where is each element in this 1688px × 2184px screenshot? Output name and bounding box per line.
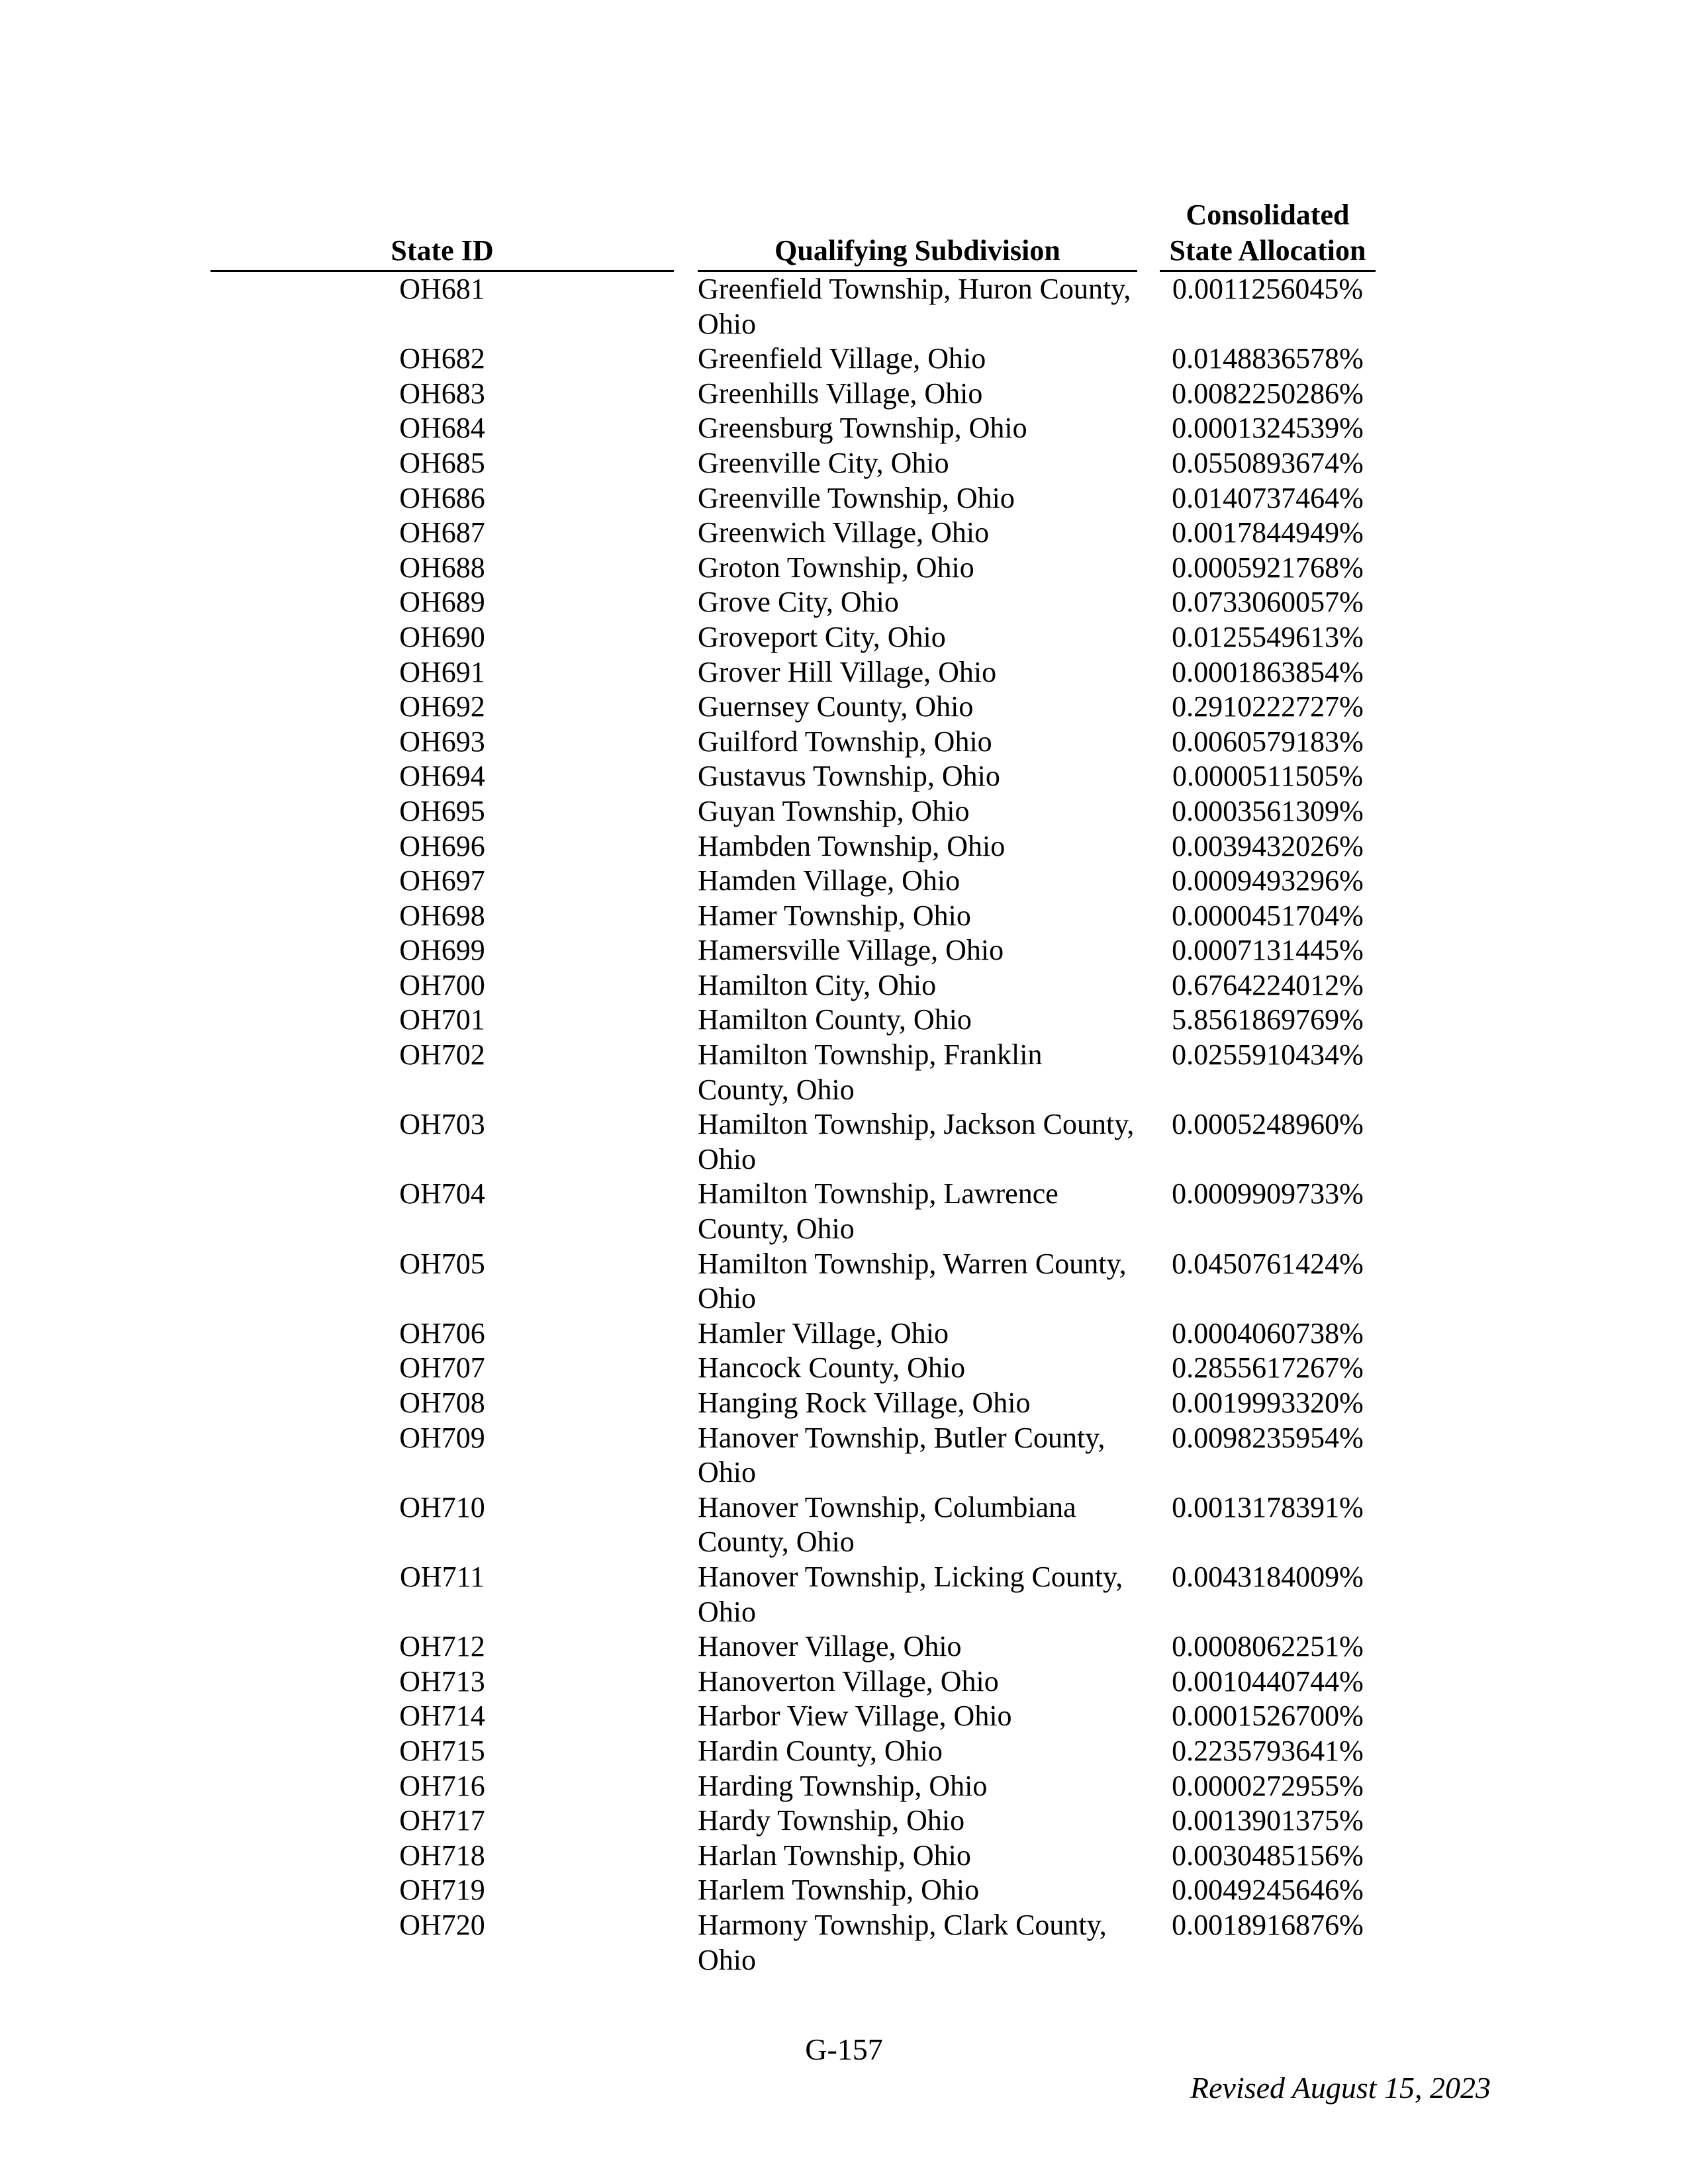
- subdivision-cell: Greenville City, Ohio: [698, 446, 949, 479]
- table-row: [211, 933, 1376, 968]
- revision-date: Revised August 15, 2023: [1190, 2071, 1491, 2105]
- header-spacer: [674, 197, 698, 271]
- state-id-cell: OH710: [399, 1490, 485, 1524]
- table-row: [211, 1351, 1376, 1386]
- subdivision-cell: Greenville Township, Ohio: [698, 481, 1015, 514]
- allocation-cell: 0.0009493296%: [1172, 864, 1364, 897]
- table-row: [211, 759, 1376, 794]
- spacer-cell: [674, 1386, 698, 1421]
- spacer-cell: [1137, 968, 1160, 1003]
- spacer-cell: [674, 1003, 698, 1038]
- table-row: [211, 1629, 1376, 1664]
- spacer-cell: [1137, 899, 1160, 934]
- spacer-cell: [1137, 585, 1160, 620]
- header-spacer: [1137, 197, 1160, 271]
- state-id-cell: OH687: [399, 516, 485, 549]
- allocation-cell: 0.0733060057%: [1172, 586, 1364, 619]
- allocation-cell: 0.0017844949%: [1172, 516, 1364, 549]
- state-id-cell: OH714: [399, 1700, 485, 1733]
- table-row: [211, 1560, 1376, 1629]
- allocation-cell: 0.0140737464%: [1172, 481, 1364, 514]
- spacer-cell: [674, 829, 698, 864]
- state-id-cell: OH711: [400, 1560, 485, 1593]
- spacer-cell: [1137, 864, 1160, 899]
- spacer-cell: [674, 516, 698, 551]
- allocation-cell: 0.0004060738%: [1172, 1316, 1364, 1349]
- spacer-cell: [1137, 271, 1160, 342]
- allocation-cell: 0.0098235954%: [1172, 1421, 1364, 1454]
- spacer-cell: [674, 1664, 698, 1700]
- spacer-cell: [674, 1560, 698, 1629]
- spacer-cell: [674, 864, 698, 899]
- spacer-cell: [1137, 1107, 1160, 1177]
- subdivision-cell: Gustavus Township, Ohio: [698, 760, 1000, 793]
- allocation-cell: 0.0011256045%: [1172, 273, 1364, 305]
- allocation-cell: 0.2855617267%: [1172, 1351, 1364, 1385]
- table-row: [211, 481, 1376, 516]
- state-id-cell: OH706: [399, 1316, 485, 1349]
- spacer-cell: [1137, 1351, 1160, 1386]
- state-id-cell: OH696: [399, 829, 485, 862]
- spacer-cell: [1137, 933, 1160, 968]
- state-id-cell: OH684: [399, 412, 485, 445]
- allocation-cell: 0.0019993320%: [1172, 1387, 1364, 1419]
- table-row: [211, 271, 1376, 342]
- state-id-cell: OH689: [399, 586, 485, 619]
- subdivision-cell: Hamden Village, Ohio: [698, 864, 961, 897]
- subdivision-cell: Hamer Township, Ohio: [698, 899, 971, 932]
- subdivision-cell: Hanging Rock Village, Ohio: [698, 1387, 1031, 1419]
- spacer-cell: [1137, 1003, 1160, 1038]
- table-row: [211, 551, 1376, 586]
- allocation-cell: 0.0082250286%: [1172, 377, 1364, 410]
- spacer-cell: [674, 1839, 698, 1874]
- table-row: [211, 1664, 1376, 1700]
- spacer-cell: [1137, 341, 1160, 377]
- state-id-cell: OH693: [399, 725, 485, 758]
- allocation-cell: 0.0000272955%: [1172, 1769, 1364, 1802]
- spacer-cell: [674, 690, 698, 725]
- subdivision-cell: Grove City, Ohio: [698, 586, 899, 619]
- state-id-cell: OH716: [399, 1769, 485, 1802]
- state-id-cell: OH708: [399, 1387, 485, 1419]
- state-id-cell: OH703: [399, 1108, 485, 1141]
- spacer-cell: [1137, 1839, 1160, 1874]
- state-id-cell: OH705: [399, 1247, 485, 1280]
- subdivision-cell: Harlem Township, Ohio: [698, 1874, 980, 1907]
- spacer-cell: [1137, 481, 1160, 516]
- spacer-cell: [674, 794, 698, 829]
- table-row: [211, 1803, 1376, 1839]
- subdivision-cell: Hardin County, Ohio: [698, 1734, 943, 1767]
- allocation-cell: 0.0550893674%: [1172, 446, 1364, 479]
- table-row: [211, 1699, 1376, 1734]
- spacer-cell: [1137, 794, 1160, 829]
- state-id-cell: OH695: [399, 794, 485, 827]
- spacer-cell: [1137, 1734, 1160, 1769]
- allocation-cell: 0.0008062251%: [1172, 1630, 1364, 1663]
- allocation-cell: 0.0007131445%: [1172, 934, 1364, 967]
- table-row: [211, 516, 1376, 551]
- allocation-cell: 0.0013178391%: [1172, 1490, 1364, 1524]
- allocation-cell: 0.2910222727%: [1172, 690, 1364, 723]
- allocation-cell: 0.0255910434%: [1172, 1038, 1364, 1071]
- subdivision-cell: Greenfield Township, Huron County, Ohio: [698, 273, 1131, 340]
- spacer-cell: [674, 1421, 698, 1490]
- spacer-cell: [674, 620, 698, 655]
- table-row: [211, 655, 1376, 690]
- subdivision-cell: Harmony Township, Clark County, Ohio: [698, 1908, 1107, 1976]
- state-id-cell: OH688: [399, 551, 485, 584]
- allocation-table: [211, 197, 1376, 1978]
- spacer-cell: [1137, 1177, 1160, 1246]
- table-row: [211, 446, 1376, 481]
- subdivision-cell: Hamersville Village, Ohio: [698, 934, 1004, 967]
- allocation-cell: 0.6764224012%: [1172, 968, 1364, 1001]
- allocation-cell: 0.0148836578%: [1172, 342, 1364, 375]
- subdivision-cell: Greenwich Village, Ohio: [698, 516, 990, 549]
- spacer-cell: [1137, 1908, 1160, 1978]
- spacer-cell: [1137, 725, 1160, 760]
- table-row: [211, 1386, 1376, 1421]
- subdivision-cell: Groton Township, Ohio: [698, 551, 974, 584]
- table-row: [211, 829, 1376, 864]
- spacer-cell: [1137, 1038, 1160, 1107]
- spacer-cell: [1137, 516, 1160, 551]
- subdivision-cell: Harbor View Village, Ohio: [698, 1700, 1012, 1733]
- spacer-cell: [674, 1038, 698, 1107]
- spacer-cell: [674, 1699, 698, 1734]
- spacer-cell: [674, 341, 698, 377]
- state-id-cell: OH719: [399, 1874, 485, 1907]
- state-id-cell: OH683: [399, 377, 485, 410]
- spacer-cell: [674, 1629, 698, 1664]
- state-id-cell: OH707: [399, 1351, 485, 1385]
- state-id-cell: OH715: [399, 1734, 485, 1767]
- subdivision-cell: Hanover Village, Ohio: [698, 1630, 962, 1663]
- table-row: [211, 1734, 1376, 1769]
- state-id-cell: OH685: [399, 446, 485, 479]
- allocation-cell: 0.0013901375%: [1172, 1804, 1364, 1837]
- allocation-cell: 0.0009909733%: [1172, 1177, 1364, 1210]
- subdivision-cell: Hanover Township, Licking County, Ohio: [698, 1560, 1123, 1628]
- spacer-cell: [674, 1107, 698, 1177]
- table-row: [211, 794, 1376, 829]
- table-row: [211, 1003, 1376, 1038]
- spacer-cell: [674, 551, 698, 586]
- table-row: [211, 1177, 1376, 1246]
- state-id-cell: OH694: [399, 760, 485, 793]
- spacer-cell: [674, 725, 698, 760]
- subdivision-cell: Guyan Township, Ohio: [698, 794, 970, 827]
- spacer-cell: [674, 655, 698, 690]
- spacer-cell: [1137, 411, 1160, 446]
- spacer-cell: [674, 446, 698, 481]
- spacer-cell: [1137, 1629, 1160, 1664]
- allocation-cell: 0.0001526700%: [1172, 1700, 1364, 1733]
- spacer-cell: [674, 968, 698, 1003]
- subdivision-cell: Grover Hill Village, Ohio: [698, 655, 997, 688]
- subdivision-cell: Hambden Township, Ohio: [698, 829, 1006, 862]
- state-id-cell: OH691: [399, 655, 485, 688]
- spacer-cell: [1137, 1560, 1160, 1629]
- spacer-cell: [674, 899, 698, 934]
- table-row: [211, 1038, 1376, 1107]
- subdivision-cell: Hancock County, Ohio: [698, 1351, 966, 1385]
- state-id-cell: OH718: [399, 1839, 485, 1872]
- table-row: [211, 585, 1376, 620]
- table-row: [211, 899, 1376, 934]
- spacer-cell: [1137, 1247, 1160, 1316]
- state-id-cell: OH713: [399, 1664, 485, 1698]
- subdivision-cell: Guilford Township, Ohio: [698, 725, 992, 758]
- table-row: [211, 968, 1376, 1003]
- spacer-cell: [1137, 655, 1160, 690]
- allocation-cell: 0.0125549613%: [1172, 620, 1364, 653]
- table-row: [211, 1490, 1376, 1560]
- table-row: [211, 690, 1376, 725]
- table-row: [211, 411, 1376, 446]
- spacer-cell: [1137, 1769, 1160, 1804]
- spacer-cell: [674, 1177, 698, 1246]
- subdivision-cell: Harlan Township, Ohio: [698, 1839, 971, 1872]
- spacer-cell: [1137, 377, 1160, 412]
- table-row: [211, 725, 1376, 760]
- subdivision-cell: Hamilton City, Ohio: [698, 968, 937, 1001]
- allocation-cell: 0.0060579183%: [1172, 725, 1364, 758]
- allocation-cell: 0.0005248960%: [1172, 1108, 1364, 1141]
- spacer-cell: [674, 1769, 698, 1804]
- state-id-cell: OH717: [399, 1804, 485, 1837]
- spacer-cell: [674, 1316, 698, 1351]
- table-row: [211, 1908, 1376, 1978]
- header-allocation-line2: State Allocation: [1169, 234, 1366, 267]
- header-allocation-line1: Consolidated: [1186, 199, 1350, 231]
- table-header-row: [211, 197, 1376, 271]
- spacer-cell: [1137, 446, 1160, 481]
- table-row: [211, 1316, 1376, 1351]
- spacer-cell: [674, 1490, 698, 1560]
- subdivision-cell: Greensburg Township, Ohio: [698, 412, 1027, 445]
- subdivision-cell: Hamilton County, Ohio: [698, 1003, 972, 1036]
- spacer-cell: [1137, 759, 1160, 794]
- spacer-cell: [1137, 551, 1160, 586]
- allocation-cell: 0.0010440744%: [1172, 1664, 1364, 1698]
- spacer-cell: [674, 377, 698, 412]
- state-id-cell: OH709: [399, 1421, 485, 1454]
- spacer-cell: [674, 1247, 698, 1316]
- state-id-cell: OH686: [399, 481, 485, 514]
- table-row: [211, 620, 1376, 655]
- state-id-cell: OH681: [399, 273, 485, 305]
- table-row: [211, 377, 1376, 412]
- allocation-cell: 0.0030485156%: [1172, 1839, 1364, 1872]
- state-id-cell: OH682: [399, 342, 485, 375]
- header-state-id: State ID: [211, 197, 674, 271]
- allocation-cell: 0.0000511505%: [1172, 760, 1364, 793]
- page-number: G-157: [805, 2032, 883, 2066]
- subdivision-cell: Harding Township, Ohio: [698, 1769, 988, 1802]
- spacer-cell: [1137, 690, 1160, 725]
- spacer-cell: [674, 271, 698, 342]
- state-id-cell: OH700: [399, 968, 485, 1001]
- allocation-cell: 0.2235793641%: [1172, 1734, 1364, 1767]
- spacer-cell: [674, 759, 698, 794]
- state-id-cell: OH698: [399, 899, 485, 932]
- allocation-cell: 0.0005921768%: [1172, 551, 1364, 584]
- spacer-cell: [674, 1803, 698, 1839]
- allocation-cell: 0.0001863854%: [1172, 655, 1364, 688]
- table-row: [211, 1769, 1376, 1804]
- spacer-cell: [1137, 1316, 1160, 1351]
- table-row: [211, 341, 1376, 377]
- subdivision-cell: Hamilton Township, Lawrence County, Ohio: [698, 1177, 1058, 1246]
- subdivision-cell: Greenfield Village, Ohio: [698, 342, 986, 375]
- spacer-cell: [674, 1908, 698, 1978]
- state-id-cell: OH692: [399, 690, 485, 723]
- state-id-cell: OH720: [399, 1908, 485, 1941]
- spacer-cell: [674, 1873, 698, 1908]
- table-row: [211, 1247, 1376, 1316]
- spacer-cell: [1137, 1873, 1160, 1908]
- allocation-cell: 0.0018916876%: [1172, 1908, 1364, 1941]
- state-id-cell: OH701: [399, 1003, 485, 1036]
- state-id-cell: OH690: [399, 620, 485, 653]
- spacer-cell: [674, 933, 698, 968]
- allocation-cell: 0.0039432026%: [1172, 829, 1364, 862]
- table-row: [211, 1839, 1376, 1874]
- spacer-cell: [674, 1351, 698, 1386]
- subdivision-cell: Guernsey County, Ohio: [698, 690, 974, 723]
- allocation-cell: 0.0001324539%: [1172, 412, 1364, 445]
- spacer-cell: [1137, 829, 1160, 864]
- allocation-cell: 0.0043184009%: [1172, 1560, 1364, 1593]
- subdivision-cell: Hardy Township, Ohio: [698, 1804, 965, 1837]
- table-body: [211, 271, 1376, 1978]
- spacer-cell: [674, 411, 698, 446]
- spacer-cell: [674, 481, 698, 516]
- table-row: [211, 1421, 1376, 1490]
- allocation-cell: 5.8561869769%: [1172, 1003, 1364, 1036]
- table-row: [211, 864, 1376, 899]
- subdivision-cell: Hanover Township, Columbiana County, Ohio: [698, 1490, 1076, 1559]
- state-id-cell: OH699: [399, 934, 485, 967]
- spacer-cell: [674, 1734, 698, 1769]
- header-subdivision: Qualifying Subdivision: [698, 197, 1137, 271]
- subdivision-cell: Hamilton Township, Jackson County, Ohio: [698, 1108, 1135, 1175]
- state-id-cell: OH697: [399, 864, 485, 897]
- allocation-cell: 0.0049245646%: [1172, 1874, 1364, 1907]
- spacer-cell: [1137, 1664, 1160, 1700]
- spacer-cell: [1137, 1699, 1160, 1734]
- table-row: [211, 1107, 1376, 1177]
- allocation-cell: 0.0003561309%: [1172, 794, 1364, 827]
- state-id-cell: OH712: [399, 1630, 485, 1663]
- subdivision-cell: Hamler Village, Ohio: [698, 1316, 949, 1349]
- spacer-cell: [1137, 1803, 1160, 1839]
- spacer-cell: [674, 585, 698, 620]
- subdivision-cell: Hamilton Township, Franklin County, Ohio: [698, 1038, 1043, 1106]
- state-id-cell: OH704: [399, 1177, 485, 1210]
- subdivision-cell: Hanover Township, Butler County, Ohio: [698, 1421, 1105, 1489]
- subdivision-cell: Hamilton Township, Warren County, Ohio: [698, 1247, 1127, 1315]
- spacer-cell: [1137, 1490, 1160, 1560]
- state-id-cell: OH702: [399, 1038, 485, 1071]
- subdivision-cell: Groveport City, Ohio: [698, 620, 946, 653]
- table-row: [211, 1873, 1376, 1908]
- spacer-cell: [1137, 620, 1160, 655]
- spacer-cell: [1137, 1421, 1160, 1490]
- header-allocation: [1160, 197, 1376, 271]
- allocation-cell: 0.0450761424%: [1172, 1247, 1364, 1280]
- subdivision-cell: Hanoverton Village, Ohio: [698, 1664, 999, 1698]
- spacer-cell: [1137, 1386, 1160, 1421]
- subdivision-cell: Greenhills Village, Ohio: [698, 377, 983, 410]
- allocation-cell: 0.0000451704%: [1172, 899, 1364, 932]
